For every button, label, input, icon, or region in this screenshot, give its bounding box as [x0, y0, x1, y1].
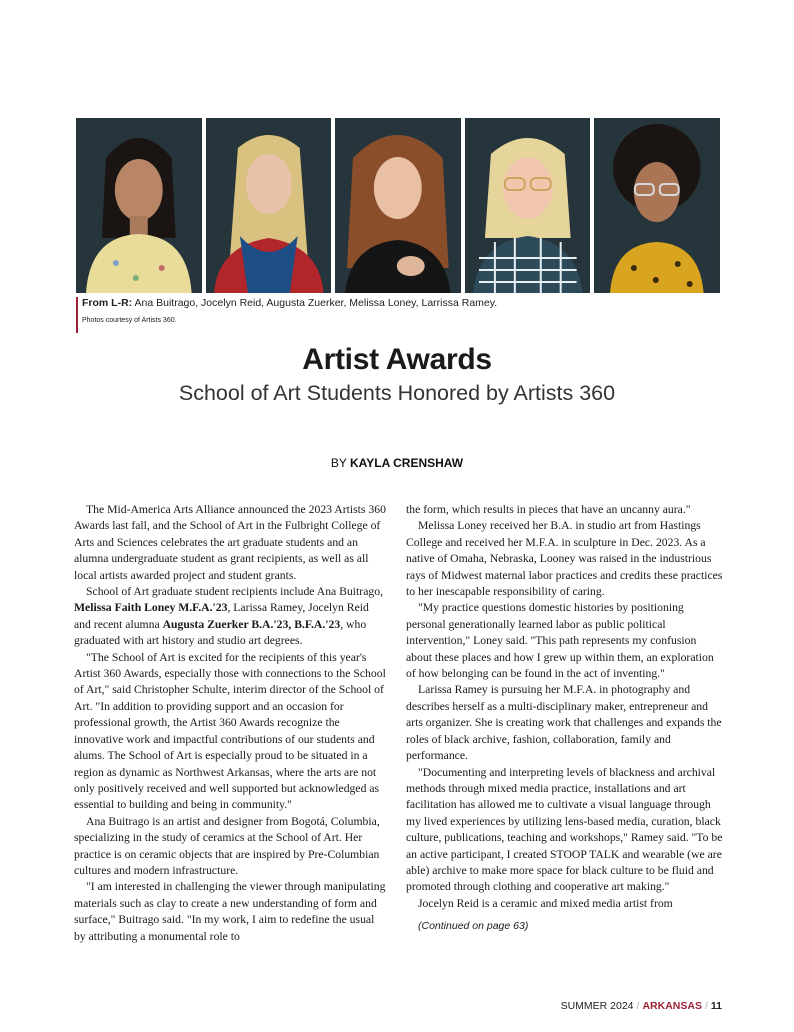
photo-credit: Photos courtesy of Artists 360.: [82, 317, 177, 324]
paragraph: "The School of Art is excited for the recipients of this year's Artist 360 Awards, especially those with connections to the School of Art," said Christopher Schulte, interim director of the School of Art. "In addition to providing support and an occasion for professional growth, the Artist 360 Awards recognize the innovative work and impactful contributions of our students and alums. The School of Art is especially proud to be situated in a region as dynamic as Northwest Arkansas, where the arts are not only positively received and well supported but acknowledged as essential to building and being in community.": [74, 650, 386, 812]
article-subtitle: School of Art Students Honored by Artists 360: [178, 381, 616, 405]
photo-caption: [76, 297, 497, 333]
portrait-photo-augusta-zuerker: [335, 118, 461, 293]
byline-author: KAYLA CRENSHAW: [350, 456, 464, 470]
paragraph: Larissa Ramey is pursuing her M.F.A. in photography and describes herself as a multi-disciplinary maker, entrepreneur and arts organizer. She is creating work that challenges and expands the roles of black archive, fashion, collaboration, family and performance.: [406, 683, 722, 763]
paragraph-text: , who graduated with art history and studio art degrees.: [74, 617, 367, 648]
article-column-right: [406, 502, 724, 935]
paragraph: Melissa Loney received her B.A. in studio art from Hastings College and received her M.F.A. in sculpture in Dec. 2023. As a native of Omaha, Nebraska, Looney was raised in the industrious rays of Midwest maternal labor practices and credits these practices to her inescapable responsibility of caring.: [406, 519, 723, 599]
paragraph-text: School of Art graduate student recipients include Ana Buitrago,: [86, 585, 383, 599]
portrait-photo-strip: [76, 118, 720, 293]
article-column-left: [74, 502, 388, 945]
recipient-name-bold: Augusta Zuerker B.A.'23, B.F.A.'23: [162, 617, 341, 631]
paragraph: the form, which results in pieces that have an uncanny aura.": [406, 503, 691, 516]
page-number: 11: [710, 1000, 722, 1012]
paragraph: Ana Buitrago is an artist and designer from Bogotá, Columbia, specializing in the study of ceramics at the School of Art. Her practice is on ceramic objects that are inspired by Pre-Columbian cultures and modern infrastructure.: [74, 814, 380, 877]
paragraph-text: , Larissa Ramey, Jocelyn Reid and recent alumna: [74, 601, 369, 631]
byline-prefix: BY: [330, 456, 347, 470]
portrait-photo-ana-buitrago: [76, 118, 202, 293]
article-title: Artist Awards: [302, 343, 492, 376]
footer-separator: /: [636, 1000, 640, 1012]
magazine-name: ARKANSAS: [642, 1000, 702, 1012]
page-footer: [561, 1000, 722, 1012]
paragraph: "Documenting and interpreting levels of blackness and archival methods through mixed media practice, installations and art facilitation has allowed me to cultivate a visual language through my lived experiences by utilizing lens-based media, curation, black culture, publications, teaching and workshops," Ramey said. "To be an active participant, I created STOOP TALK and wearable (we are able) archive to make more space for black culture to be fluid and promoted through clothing and cooperative art making.": [406, 765, 723, 894]
paragraph: "I am interested in challenging the viewer through manipulating materials such as clay to create a new understanding of form and surface," Buitrago said. "In my work, I aim to redefine the usual by attributing a monumental role to: [74, 880, 386, 943]
paragraph: The Mid-America Arts Alliance announced the 2023 Artists 360 Awards last fall, and the School of Art in the Fulbright College of Arts and Sciences celebrates the art graduate students and an alumna undergraduate student as grant recipients, as well as all local artists awarded project and student grants.: [74, 503, 386, 582]
issue-label: SUMMER 2024: [560, 1000, 634, 1012]
paragraph: Jocelyn Reid is a ceramic and mixed media artist from: [418, 896, 673, 910]
caption-lead: From L-R:: [82, 297, 133, 309]
paragraph: [74, 584, 388, 650]
caption-names: Ana Buitrago, Jocelyn Reid, Augusta Zuerker, Melissa Loney, Larrissa Ramey.: [134, 297, 498, 309]
continued-on-link[interactable]: (Continued on page 63): [418, 920, 529, 933]
byline: [0, 456, 794, 470]
caption-line: [82, 297, 497, 309]
paragraph: "My practice questions domestic histories by positioning personal generationally learned labor as public political intervention," Loney said. "This path represents my confusion about these places and how I grew up within them, an exploration of how belonging can be found in the act of inventing.": [406, 601, 714, 681]
footer-separator: /: [704, 1000, 708, 1012]
portrait-photo-jocelyn-reid: [206, 118, 332, 293]
recipient-name-bold: Melissa Faith Loney M.F.A.'23: [74, 601, 228, 615]
portrait-photo-melissa-loney: [465, 118, 591, 293]
portrait-photo-larrissa-ramey: [594, 118, 720, 293]
